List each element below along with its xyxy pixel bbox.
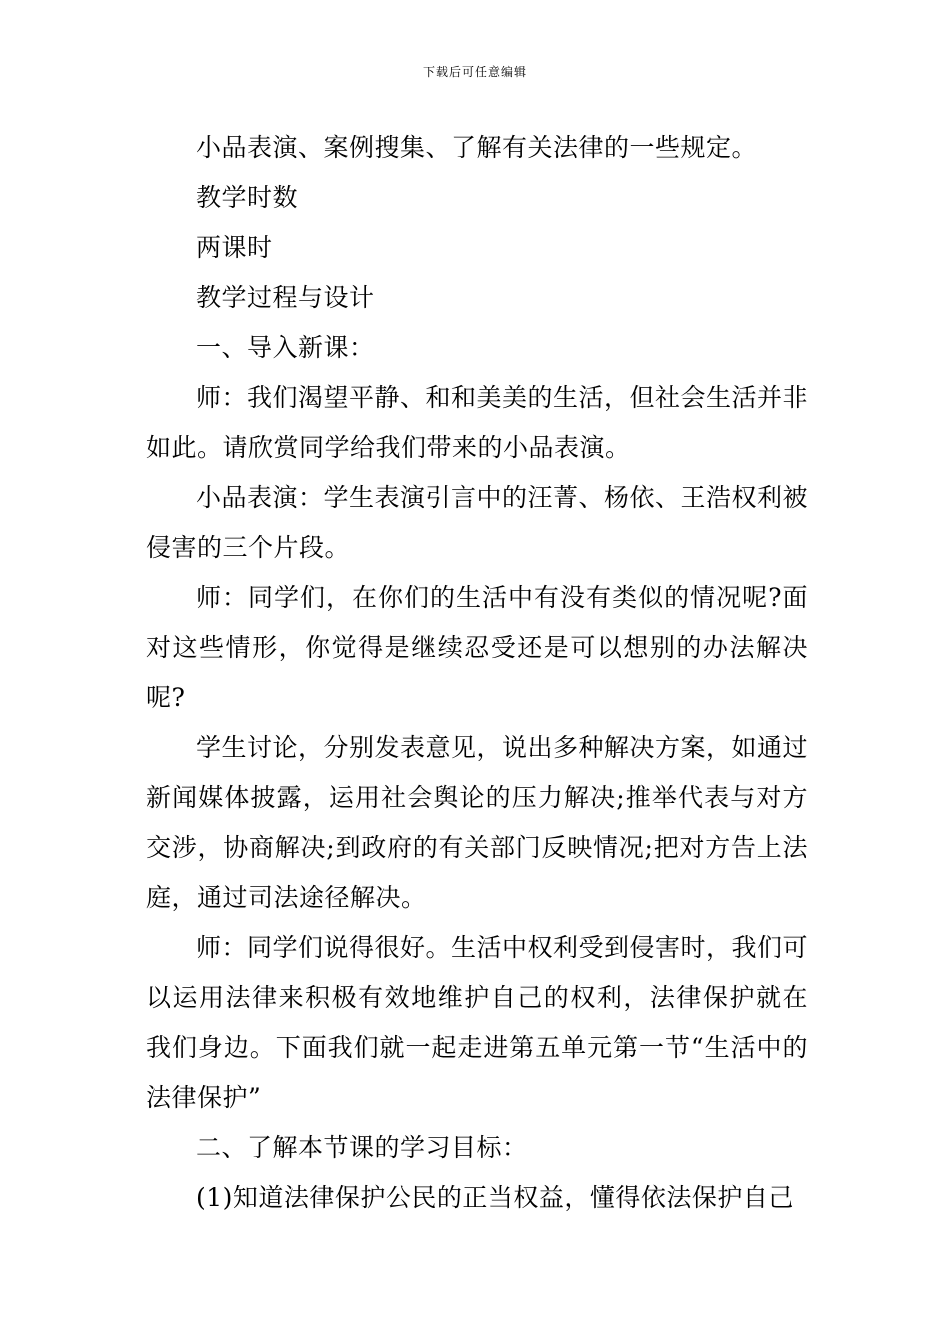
paragraph-teaching-hours-value: 两课时 bbox=[196, 233, 273, 262]
paragraph-student-discussion: 学生讨论，分别发表意见，说出多种解决方案，如通过新闻媒体披露，运用社会舆论的压力解决;推举代表与对方交涉，协商解决;到政府的有关部门反映情况;把对方告上法庭，通过司法途径解决。 bbox=[146, 733, 809, 912]
paragraph-teaching-hours-heading: 教学时数 bbox=[196, 183, 299, 212]
paragraph-teacher-summary: 师：同学们说得很好。生活中权利受到侵害时，我们可以运用法律来积极有效地维护自己的权利，法律保护就在我们身边。下面我们就一起走进第五单元第一节“生活中的法律保护” bbox=[146, 933, 809, 1112]
paragraph-section-two-heading: 二、了解本节课的学习目标： bbox=[196, 1133, 528, 1162]
paragraph-teacher-intro: 师：我们渴望平静、和和美美的生活，但社会生活并非如此。请欣赏同学给我们带来的小品表演。 bbox=[146, 383, 809, 462]
document-body bbox=[146, 123, 808, 1223]
paragraph-objective-one: (1)知道法律保护公民的正当权益，懂得依法保护自己 bbox=[196, 1183, 794, 1212]
download-note: 下载后可任意编辑 bbox=[422, 65, 527, 79]
paragraph-skit: 小品表演：学生表演引言中的汪菁、杨依、王浩权利被侵害的三个片段。 bbox=[146, 483, 809, 562]
paragraph-process-heading: 教学过程与设计 bbox=[196, 283, 375, 312]
paragraph-section-one-heading: 一、导入新课： bbox=[196, 333, 375, 362]
paragraph-preparation: 小品表演、案例搜集、了解有关法律的一些规定。 bbox=[196, 133, 758, 162]
paragraph-teacher-question: 师：同学们，在你们的生活中有没有类似的情况呢?面对这些情形，你觉得是继续忍受还是可以想别的办法解决呢? bbox=[146, 583, 808, 712]
